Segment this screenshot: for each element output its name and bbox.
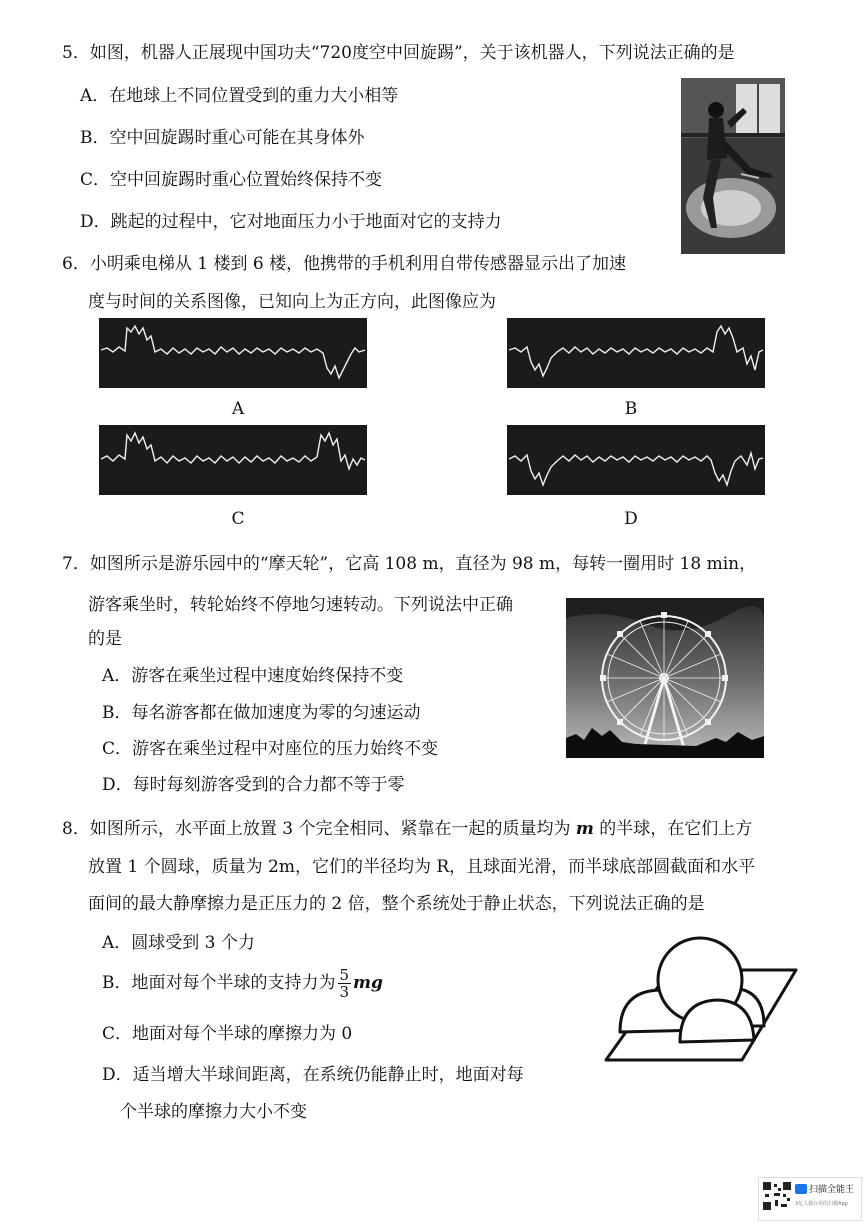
q7-stem-line3: 的是 [88, 629, 122, 649]
q5-option-d: D．跳起的过程中，它对地面压力小于地面对它的支持力 [80, 212, 502, 232]
q5-option-c: C．空中回旋踢时重心位置始终保持不变 [80, 170, 383, 190]
spheres-diagram [600, 930, 800, 1065]
robot-photo [681, 78, 785, 254]
graph-d-label: D [624, 509, 638, 529]
q8-option-c: C．地面对每个半球的摩擦力为 0 [102, 1024, 353, 1044]
ferris-wheel-photo [566, 598, 764, 758]
graph-a-label: A [231, 399, 245, 419]
q8-option-b-unit: mg [353, 973, 383, 993]
fraction-denominator: 3 [339, 983, 350, 1001]
q6-stem-line1: 6．小明乘电梯从 1 楼到 6 楼，他携带的手机利用自带传感器显示出了加速 [62, 254, 627, 274]
fraction-numerator: 5 [339, 966, 350, 984]
graph-c-label: C [231, 509, 245, 529]
q8-option-b [102, 961, 383, 1005]
q8-stem-line1-b: 的半球，在它们上方 [599, 819, 753, 839]
q6-stem-line2: 度与时间的关系图像，已知向上为正方向，此图像应为 [88, 292, 496, 312]
scanner-watermark [758, 1177, 862, 1221]
q8-stem-mass-symbol: m [575, 819, 594, 839]
q8-option-b-fraction [338, 967, 352, 1000]
graph-c [99, 425, 367, 495]
q7-option-a: A．游客在乘坐过程中速度始终保持不变 [102, 666, 404, 686]
q5-option-a: A．在地球上不同位置受到的重力大小相等 [80, 86, 399, 106]
app-logo-icon [795, 1184, 807, 1194]
q8-option-d-line2: 个半球的摩擦力大小不变 [120, 1102, 307, 1122]
q8-option-d-line1: D．适当增大半球间距离，在系统仍能静止时，地面对每 [102, 1065, 524, 1085]
q5-stem: 5．如图，机器人正展现中国功夫“720度空中回旋踢”，关于该机器人，下列说法正确的是 [62, 43, 735, 63]
q7-option-d: D．每时每刻游客受到的合力都不等于零 [102, 775, 405, 795]
graph-b [507, 318, 765, 388]
q5-option-b: B．空中回旋踢时重心可能在其身体外 [80, 128, 365, 148]
q7-option-b: B．每名游客都在做加速度为零的匀速运动 [102, 703, 421, 723]
watermark-app-name: 扫描全能王 [809, 1185, 855, 1195]
q7-option-c: C．游客在乘坐过程中对座位的压力始终不变 [102, 739, 439, 759]
q8-option-a: A．圆球受到 3 个力 [102, 933, 255, 953]
q8-option-b-text: B．地面对每个半球的支持力为 [102, 973, 336, 993]
q7-stem-line1: 7．如图所示是游乐园中的“摩天轮”，它高 108 m，直径为 98 m，每转一圈用时 18 min， [62, 554, 757, 574]
q8-stem-line1-a: 8．如图所示，水平面上放置 3 个完全相同、紧靠在一起的质量均为 [62, 819, 571, 839]
q7-stem-line2: 游客乘坐时，转轮始终不停地匀速转动。下列说法中正确 [88, 595, 513, 615]
q8-stem-line2: 放置 1 个圆球，质量为 2m，它们的半径均为 R，且球面光滑，而半球底部圆截面和水平 [88, 857, 756, 877]
q8-stem-line1 [62, 818, 752, 840]
watermark-tagline: 3亿人都在用的扫描App [795, 1201, 848, 1207]
graph-d [507, 425, 765, 495]
qr-code-icon [763, 1182, 791, 1210]
graph-b-label: B [624, 399, 638, 419]
graph-a [99, 318, 367, 388]
q8-stem-line3: 面间的最大静摩擦力是正压力的 2 倍，整个系统处于静止状态，下列说法正确的是 [88, 894, 705, 914]
